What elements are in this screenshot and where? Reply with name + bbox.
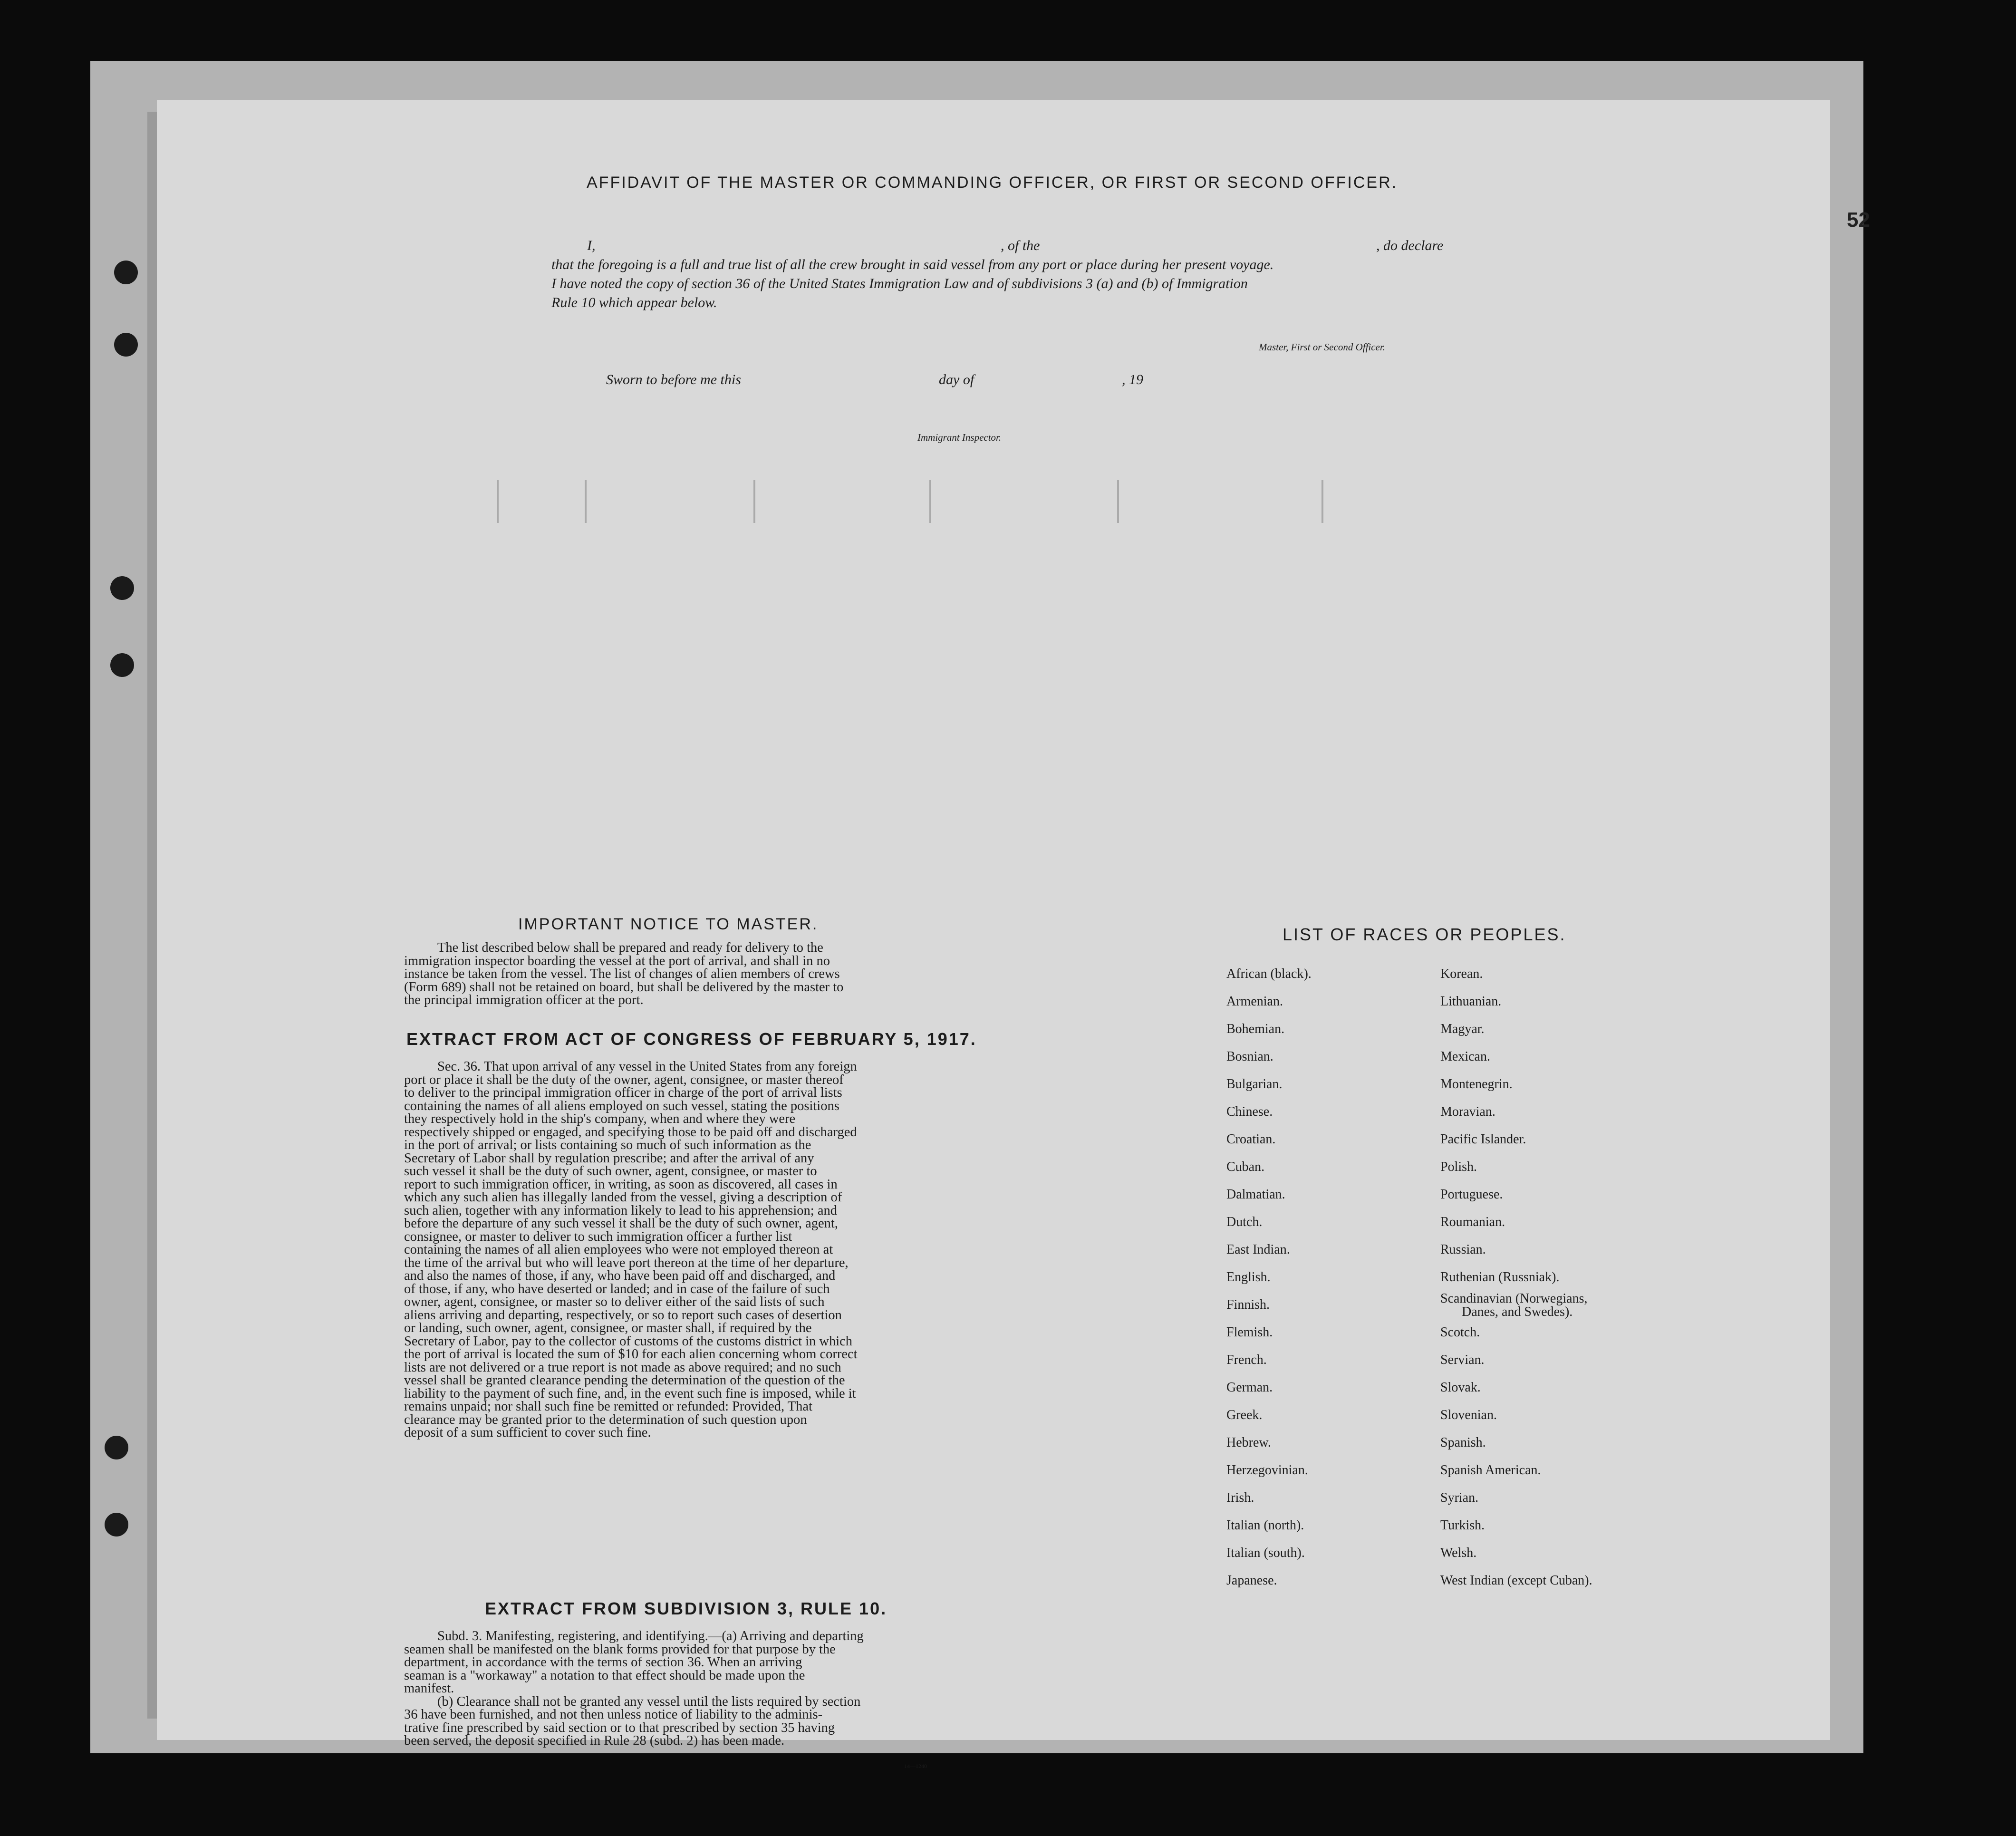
race-left: Dutch. (1226, 1215, 1263, 1229)
race-left: Armenian. (1226, 994, 1283, 1009)
rule-line: (b) Clearance shall not be granted any vessel until the lists required by section (437, 1694, 861, 1709)
race-right: Servian. (1440, 1353, 1485, 1367)
race-left: Hebrew. (1226, 1435, 1271, 1450)
bleed-mark (585, 480, 587, 523)
race-right: Spanish. (1440, 1435, 1486, 1450)
race-left: Italian (south). (1226, 1546, 1305, 1560)
bleed-mark (1321, 480, 1323, 523)
race-left: Croatian. (1226, 1132, 1276, 1147)
bleed-mark (497, 480, 499, 523)
race-left: Bosnian. (1226, 1049, 1273, 1064)
notice-title: IMPORTANT NOTICE TO MASTER. (518, 915, 819, 933)
race-right: Slovenian. (1440, 1408, 1497, 1422)
act-line: in the port of arrival; or lists containing so much of such information as the (404, 1138, 811, 1152)
rule-line: 36 have been furnished, and not then unless notice of liability to the adminis- (404, 1707, 823, 1722)
race-right: Polish. (1440, 1160, 1477, 1174)
act-line: liability to the payment of such fine, and, in the event such fine is imposed, while it (404, 1386, 856, 1401)
race-right: Portuguese. (1440, 1187, 1503, 1202)
master-signature-label: Master, First or Second Officer. (1259, 341, 1385, 353)
act-line: owner, agent, consignee, or master so to deliver either of the said lists of such (404, 1295, 825, 1309)
race-right: Welsh. (1440, 1546, 1477, 1560)
act-line: or landing, such owner, agent, consignee, or master shall, if required by the (404, 1321, 812, 1335)
act-line: before the departure of any such vessel it shall be the duty of such owner, agent, (404, 1216, 838, 1231)
act-line: the time of the arrival but who will leave port thereon at the time of her departure, (404, 1255, 849, 1270)
race-left: Irish. (1226, 1490, 1254, 1505)
act-line: clearance may be granted prior to the determination of such question upon (404, 1412, 807, 1427)
binder-hole (105, 1436, 128, 1459)
race-right: Syrian. (1440, 1490, 1479, 1505)
race-right: Scandinavian (Norwegians, (1440, 1291, 1588, 1306)
race-right: Scotch. (1440, 1325, 1480, 1340)
binder-hole (114, 261, 138, 284)
race-right: Pacific Islander. (1440, 1132, 1526, 1147)
race-left: Finnish. (1226, 1297, 1270, 1312)
binder-hole (105, 1513, 128, 1536)
race-right: Lithuanian. (1440, 994, 1502, 1009)
race-right: Mexican. (1440, 1049, 1490, 1064)
affidavit-line-3: I have noted the copy of section 36 of the United States Immigration Law and of subdivisions 3 (a) and (b) of Immigration (551, 276, 1248, 291)
extract-rule-body (404, 1630, 965, 1748)
race-right: Montenegrin. (1440, 1077, 1513, 1092)
act-line: to deliver to the principal immigration officer in charge of the port of arrival lists (404, 1085, 842, 1100)
race-left: Greek. (1226, 1408, 1263, 1422)
race-right: West Indian (except Cuban). (1440, 1573, 1592, 1588)
race-left: English. (1226, 1270, 1271, 1285)
race-right: Slovak. (1440, 1380, 1481, 1395)
affidavit-title: AFFIDAVIT OF THE MASTER OR COMMANDING OFFICER, OR FIRST OR SECOND OFFICER. (587, 174, 1398, 192)
race-right: Roumanian. (1440, 1215, 1505, 1229)
notice-line: (Form 689) shall not be retained on board, but shall be delivered by the master to (404, 979, 844, 995)
race-left: Bulgarian. (1226, 1077, 1283, 1092)
rule-line: been served, the deposit specified in Rule 28 (subd. 2) has been made. (404, 1733, 785, 1748)
race-right: Magyar. (1440, 1022, 1485, 1036)
act-line: report to such immigration officer, in writing, as soon as discovered, all cases in (404, 1177, 838, 1192)
race-left: Cuban. (1226, 1160, 1265, 1174)
act-line: consignee, or master to deliver to such immigration officer a further list (404, 1229, 792, 1244)
act-line: respectively shipped or engaged, and specifying those to be paid off and discharged (404, 1124, 857, 1140)
race-left: Flemish. (1226, 1325, 1273, 1340)
page-number: 52 (1847, 208, 1870, 232)
races-title: LIST OF RACES OR PEOPLES. (1283, 925, 1566, 944)
act-line: the port of arrival is located the sum of $10 for each alien concerning whom correct (404, 1347, 858, 1362)
rule-line: department, in accordance with the terms of section 36. When an arriving (404, 1655, 802, 1670)
race-left: French. (1226, 1353, 1267, 1367)
notice-line: The list described below shall be prepared and ready for delivery to the (437, 940, 823, 955)
binder-hole (114, 333, 138, 357)
race-left: Bohemian. (1226, 1022, 1285, 1036)
act-line: which any such alien has illegally landed from the vessel, giving a description of (404, 1190, 842, 1205)
manifest-page (157, 100, 1830, 1769)
binder-hole (110, 576, 134, 600)
extract-rule-title: EXTRACT FROM SUBDIVISION 3, RULE 10. (485, 1599, 887, 1618)
affidavit-i: I, (587, 238, 596, 253)
sworn-label: Sworn to before me this (606, 372, 741, 387)
act-line: such vessel it shall be the duty of such owner, agent, consignee, or master to (404, 1164, 817, 1179)
race-left: East Indian. (1226, 1242, 1290, 1257)
act-line: containing the names of all alien employees who were not employed thereon at (404, 1242, 833, 1257)
notice-line: the principal immigration officer at the port. (404, 993, 644, 1007)
race-right: Turkish. (1440, 1518, 1485, 1533)
race-left: German. (1226, 1380, 1273, 1395)
act-line: lists are not delivered or a true report is not made as above required; and no such (404, 1360, 841, 1375)
race-right: Spanish American. (1440, 1463, 1541, 1478)
race-right: Ruthenian (Russniak). (1440, 1270, 1560, 1285)
race-left: Dalmatian. (1226, 1187, 1285, 1202)
rule-line: manifest. (404, 1681, 454, 1696)
rule-line: seamen shall be manifested on the blank forms provided for that purpose by the (404, 1642, 836, 1657)
act-line: and also the names of those, if any, who have been paid off and discharged, and (404, 1268, 836, 1283)
race-right: Moravian. (1440, 1104, 1495, 1119)
affidavit-line-2: that the foregoing is a full and true list of all the crew brought in said vessel from any port or place during her present voyage. (551, 257, 1274, 272)
notice-line: instance be taken from the vessel. The list of changes of alien members of crews (404, 966, 840, 981)
bleed-mark (929, 480, 931, 523)
act-line: such alien, together with any information likely to lead to his apprehension; and (404, 1203, 837, 1218)
act-line: Sec. 36. That upon arrival of any vessel in the United States from any foreign (437, 1059, 857, 1074)
act-line: Secretary of Labor, pay to the collector of customs of the customs district in which (404, 1334, 853, 1349)
race-left: Japanese. (1226, 1573, 1277, 1588)
notice-body (404, 941, 965, 1007)
race-left: Chinese. (1226, 1104, 1273, 1119)
year-label: , 19 (1122, 372, 1143, 387)
race-right: Danes, and Swedes). (1462, 1305, 1573, 1319)
act-line: vessel shall be granted clearance pending the determination of the question of the (404, 1373, 845, 1388)
act-line: deposit of a sum sufficient to cover such fine. (404, 1425, 651, 1440)
act-line: they respectively hold in the ship's company, when and where they were (404, 1111, 796, 1126)
binder-hole (110, 653, 134, 677)
act-line: aliens arriving and departing, respectively, or so to report such cases of desertion (404, 1307, 842, 1323)
act-line: Secretary of Labor shall by regulation prescribe; and after the arrival of any (404, 1150, 814, 1166)
act-line: remains unpaid; nor shall such fine be remitted or refunded: Provided, That (404, 1399, 812, 1414)
race-right: Korean. (1440, 966, 1483, 981)
inspector-signature-label: Immigrant Inspector. (917, 432, 1002, 443)
bleed-mark (1117, 480, 1119, 523)
notice-line: immigration inspector boarding the vessel at the port of arrival, and shall in no (404, 953, 830, 968)
race-left: Italian (north). (1226, 1518, 1304, 1533)
extract-act-body (404, 1060, 965, 1440)
affidavit-of-the: , of the (1001, 238, 1040, 253)
rule-line: seaman is a "workaway" a notation to that effect should be made upon the (404, 1668, 805, 1683)
extract-act-title: EXTRACT FROM ACT OF CONGRESS OF FEBRUARY 5, 1917. (406, 1029, 977, 1049)
day-of-label: day of (939, 372, 974, 387)
act-line: port or place it shall be the duty of the owner, agent, consignee, or master thereof (404, 1072, 844, 1087)
rule-line: Subd. 3. Manifesting, registering, and identifying.—(a) Arriving and departing (437, 1629, 864, 1643)
act-line: of those, if any, who have deserted or landed; and in case of the failure of such (404, 1281, 830, 1296)
affidavit-do-declare: , do declare (1376, 238, 1444, 253)
race-right: Russian. (1440, 1242, 1486, 1257)
form-code: 14—1240 (904, 1763, 927, 1769)
bleed-mark (753, 480, 755, 523)
affidavit-line-4: Rule 10 which appear below. (551, 295, 717, 310)
act-line: containing the names of all aliens employed on such vessel, stating the positions (404, 1098, 839, 1113)
rule-line: trative fine prescribed by said section or to that prescribed by section 35 having (404, 1720, 835, 1735)
race-left: African (black). (1226, 966, 1312, 981)
race-left: Herzegovinian. (1226, 1463, 1308, 1478)
